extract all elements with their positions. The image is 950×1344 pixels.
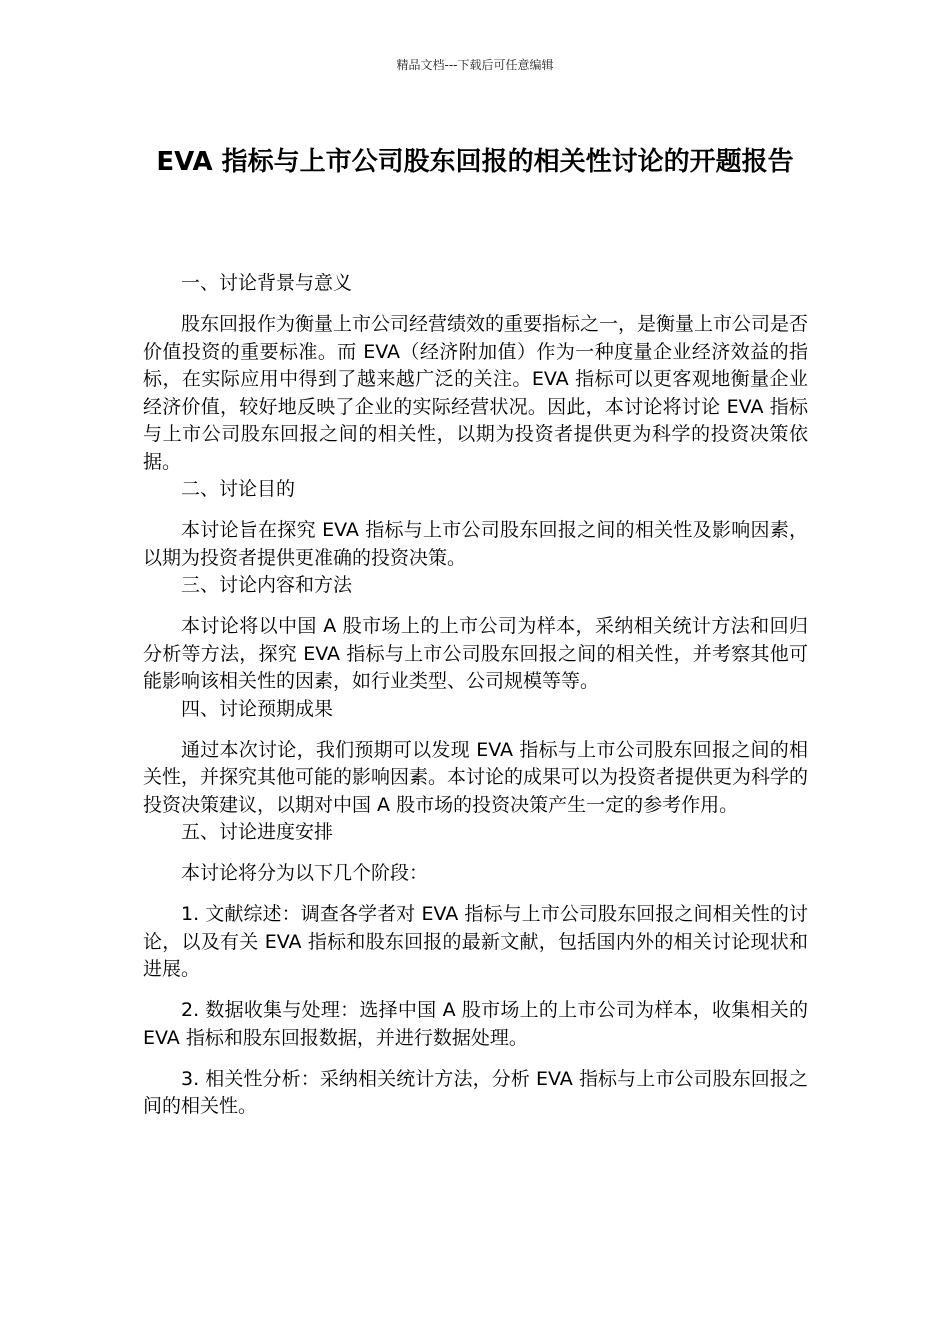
- paragraph-background: 股东回报作为衡量上市公司经营绩效的重要指标之一，是衡量上市公司是否价值投资的重要标准。而 EVA（经济附加值）作为一种度量企业经济效益的指标，在实际应用中得到了越来越广泛的关注。EVA 指标可以更客观地衡量企业经济价值，较好地反映了企业的实际经营状况。因此，本讨论将讨论 EVA 指标与上市公司股东回报之间的相关性，以期为投资者提供更为科学的投资决策依据。: [143, 313, 809, 473]
- paragraph-schedule-intro: 本讨论将分为以下几个阶段：: [181, 862, 429, 884]
- document-title: EVA 指标与上市公司股东回报的相关性讨论的开题报告: [156, 147, 794, 177]
- section-heading-background: 一、讨论背景与意义: [181, 272, 353, 294]
- section-heading-purpose: 二、讨论目的: [181, 478, 296, 500]
- schedule-item-literature-review: 1. 文献综述：调查各学者对 EVA 指标与上市公司股东回报之间相关性的讨论，以及有关 EVA 指标和股东回报的最新文献，包括国内外的相关讨论现状和进展。: [143, 903, 808, 980]
- schedule-item-data-collection: 2. 数据收集与处理：选择中国 A 股市场上的上市公司为样本，收集相关的 EVA 指标和股东回报数据，并进行数据处理。: [143, 999, 808, 1049]
- paragraph-expected-results: 通过本次讨论，我们预期可以发现 EVA 指标与上市公司股东回报之间的相关性，并探究其他可能的影响因素。本讨论的成果可以为投资者提供更为科学的投资决策建议，以期对中国 A 股市场的投资决策产生一定的参考作用。: [143, 738, 809, 816]
- header-note: 精品文档---下载后可任意编辑: [396, 58, 554, 72]
- paragraph-methods: 本讨论将以中国 A 股市场上的上市公司为样本，采纳相关统计方法和回归分析等方法，探究 EVA 指标与上市公司股东回报之间的相关性，并考察其他可能影响该相关性的因素，如行业类型、公司规模等等。: [143, 615, 808, 692]
- schedule-item-correlation-analysis: 3. 相关性分析：采纳相关统计方法，分析 EVA 指标与上市公司股东回报之间的相关性。: [143, 1067, 808, 1117]
- section-heading-expected-results: 四、讨论预期成果: [181, 697, 334, 720]
- section-heading-methods: 三、讨论内容和方法: [181, 574, 353, 596]
- section-heading-schedule: 五、讨论进度安排: [181, 821, 334, 843]
- document-body: [143, 270, 808, 1121]
- paragraph-purpose: 本讨论旨在探究 EVA 指标与上市公司股东回报之间的相关性及影响因素，以期为投资者提供更准确的投资决策。: [143, 519, 808, 569]
